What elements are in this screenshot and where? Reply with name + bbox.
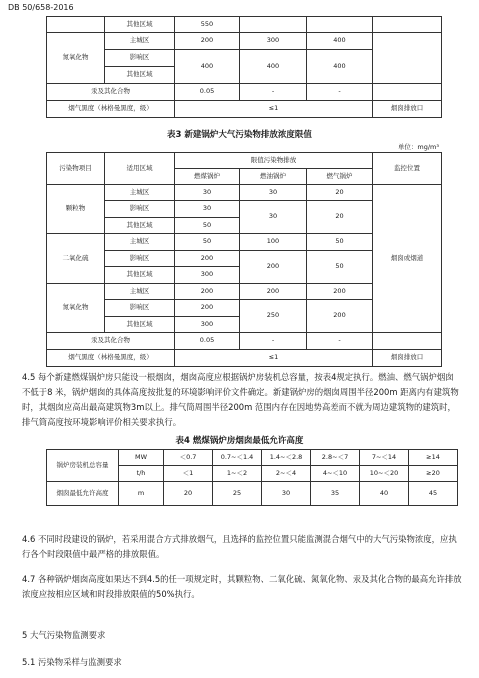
- cell: 2~＜4: [262, 466, 311, 482]
- cell: 其他区域: [105, 17, 175, 33]
- table-3: [46, 152, 442, 367]
- cell: 400: [307, 33, 373, 50]
- cell: 200: [175, 251, 240, 267]
- cell: 200: [175, 300, 240, 317]
- cell: 影响区: [105, 50, 175, 67]
- pollutant-pm: 颗粒物: [47, 185, 105, 234]
- cell: 300: [240, 33, 307, 50]
- area-other: 其他区域: [105, 218, 175, 234]
- cell: ≤1: [175, 350, 373, 367]
- cell: 30: [175, 201, 240, 218]
- cell: -: [307, 333, 373, 350]
- cell: 300: [175, 317, 240, 333]
- cell: ＜1: [164, 466, 213, 482]
- cell: [307, 17, 373, 33]
- area-infl: 影响区: [105, 300, 175, 317]
- cell: [373, 17, 442, 33]
- cell: 30: [240, 201, 307, 234]
- pollutant-so2: 二氧化硫: [47, 234, 105, 284]
- paragraph-4-7: 4.7 各种锅炉烟囱高度如果达不到4.5的任一项规定时，其颗粒物、二氧化硫、氮氧化物、汞及其化合物的最高允许排放浓度应按相应区域和时段排放限值的50%执行。: [22, 574, 462, 599]
- cell: 30: [240, 185, 307, 201]
- cell: 35: [311, 482, 360, 506]
- area-main: 主城区: [105, 234, 175, 251]
- cell: 50: [307, 234, 373, 251]
- table-3-unit: 单位：mg/m³: [397, 143, 439, 151]
- cell: ≥14: [409, 450, 458, 466]
- cell: ≥20: [409, 466, 458, 482]
- header-oil: 燃油锅炉: [240, 169, 307, 185]
- cell: 30: [262, 482, 311, 506]
- cell: 50: [175, 218, 240, 234]
- header-monitor: 监控位置: [373, 153, 442, 185]
- area-main: 主城区: [105, 185, 175, 201]
- cell: 200: [240, 284, 307, 300]
- cell: 1~＜2: [213, 466, 262, 482]
- header-item: 污染物项目: [47, 153, 105, 185]
- cell: [373, 84, 442, 101]
- paragraph-4-5: 4.5 每个新建燃煤锅炉房只能设一根烟囱，烟囱高度应根据锅炉房装机总容量，按表4规定执行。燃油、燃气锅炉烟囱不低于8 米，锅炉烟囱的具体高度按批复的环境影响评价文件确定。新建锅炉房的烟囱周围半径200m 距离内有建筑物时，其烟囱应高出最高建筑物3m以上。排气筒周围半径200m 范围内存在因地势高差而不就为周边建筑物的建筑时，排气筒高度按环境影响评价相关要求执行。: [22, 372, 459, 427]
- header-area: 适用区域: [105, 153, 175, 185]
- cell: 200: [175, 284, 240, 300]
- cell: 50: [175, 234, 240, 251]
- monitor-cell: 烟囱或烟道: [373, 185, 442, 333]
- section-5-heading: 5 大气污染物监测要求: [22, 630, 106, 640]
- cell: 100: [240, 234, 307, 251]
- table-4-caption: 表4 燃煤锅炉房烟囱最低允许高度: [175, 436, 304, 446]
- area-other: 其他区域: [105, 317, 175, 333]
- cell: -: [307, 84, 373, 101]
- height-label: 烟囱最低允许高度: [47, 482, 119, 506]
- cell: 7~＜14: [360, 450, 409, 466]
- cell: 0.7~＜1.4: [213, 450, 262, 466]
- cell: [240, 17, 307, 33]
- cell: 300: [175, 267, 240, 284]
- pollutant-nox: 氮氧化物: [47, 284, 105, 333]
- cell: 烟气黑度（林格曼黑度，级）: [47, 350, 175, 367]
- cell: 20: [164, 482, 213, 506]
- header-limit: 限值污染物排放: [175, 153, 373, 169]
- paragraph-4-6: 4.6 不同时段建设的锅炉，若采用混合方式排放烟气，且选择的监控位置只能监测混合烟气中的大气污染物浓度，应执行各个时段限值中最严格的排放限值。: [22, 534, 457, 559]
- cell: 400: [175, 50, 240, 84]
- cell: 30: [175, 185, 240, 201]
- cell: 45: [409, 482, 458, 506]
- pollutant-cell: 氮氧化物: [47, 33, 105, 84]
- cell: [373, 33, 442, 84]
- area-main: 主城区: [105, 284, 175, 300]
- cell: 200: [307, 300, 373, 333]
- table-2-continuation: [46, 16, 442, 118]
- cell: ＜0.7: [164, 450, 213, 466]
- cell: 200: [240, 251, 307, 284]
- cell: 烟囱排放口: [373, 101, 442, 118]
- cell: 200: [175, 33, 240, 50]
- cell: 400: [307, 50, 373, 84]
- cell: 550: [175, 17, 240, 33]
- table-4: [46, 449, 458, 506]
- cell: ≤1: [175, 101, 373, 118]
- header-coal: 燃煤锅炉: [175, 169, 240, 185]
- cell: 10~＜20: [360, 466, 409, 482]
- area-other: 其他区域: [105, 267, 175, 284]
- cell: 其他区域: [105, 67, 175, 84]
- cell: [47, 17, 105, 33]
- cell: -: [240, 333, 307, 350]
- capacity-label: 锅炉房装机总容量: [47, 450, 119, 482]
- unit-mw: MW: [119, 450, 164, 466]
- cell: 汞及其化合物: [47, 333, 175, 350]
- section-5-1-heading: 5.1 污染物采样与监测要求: [22, 657, 122, 667]
- cell: 250: [240, 300, 307, 333]
- cell: 烟气黑度（林格曼黑度，级）: [47, 101, 175, 118]
- cell: [373, 333, 442, 350]
- cell: 400: [240, 50, 307, 84]
- cell: -: [240, 84, 307, 101]
- document-code: DB 50/658-2016: [8, 3, 74, 12]
- cell: 25: [213, 482, 262, 506]
- unit-m: m: [119, 482, 164, 506]
- cell: 50: [307, 251, 373, 284]
- header-gas: 燃气锅炉: [307, 169, 373, 185]
- cell: 2.8~＜7: [311, 450, 360, 466]
- cell: 主城区: [105, 33, 175, 50]
- cell: 汞及其化合物: [47, 84, 175, 101]
- cell: 0.05: [175, 84, 240, 101]
- area-infl: 影响区: [105, 201, 175, 218]
- cell: 0.05: [175, 333, 240, 350]
- unit-th: t/h: [119, 466, 164, 482]
- area-infl: 影响区: [105, 251, 175, 267]
- cell: 4~＜10: [311, 466, 360, 482]
- cell: 200: [307, 284, 373, 300]
- cell: 1.4~＜2.8: [262, 450, 311, 466]
- cell: 20: [307, 185, 373, 201]
- cell: 20: [307, 201, 373, 234]
- cell: 40: [360, 482, 409, 506]
- cell: 烟囱排放口: [373, 350, 442, 367]
- table-3-caption: 表3 新建锅炉大气污染物排放浓度限值: [167, 130, 312, 140]
